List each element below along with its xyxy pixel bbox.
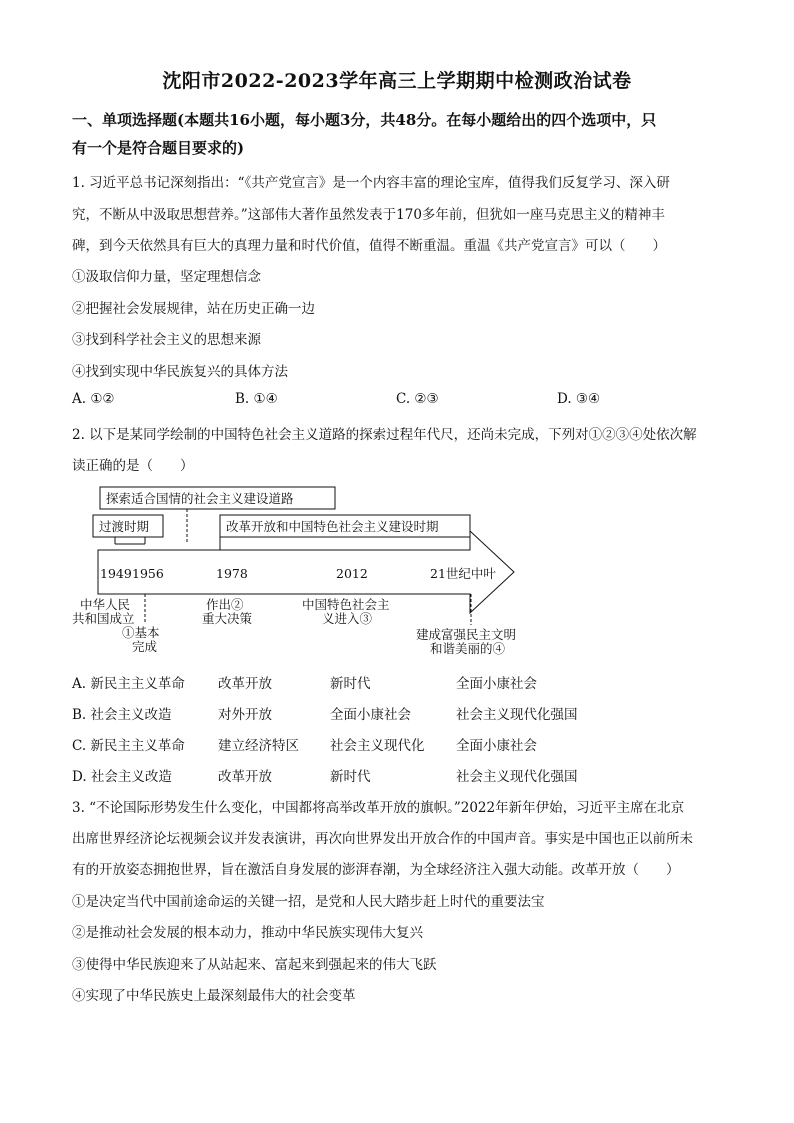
q2-option-d-col4: 社会主义现代化强国: [456, 769, 578, 785]
q2-option-c-label: C. 新民主主义革命: [72, 738, 185, 754]
q2-option-b-label: B. 社会主义改造: [72, 707, 172, 723]
q1-item-3: ③找到科学社会主义的思想来源: [72, 332, 261, 348]
q2-option-row-c[interactable]: [72, 734, 672, 754]
transition-bracket: [115, 537, 145, 544]
q2-option-c-col4: 全面小康社会: [456, 738, 537, 754]
q1-stem-line-2: 究，不断从中汲取思想营养。”这部伟大著作虽然发表于170多年前，但犹如一座马克思主义的精神丰: [72, 207, 665, 223]
q1-item-1: ①汲取信仰力量，坚定理想信念: [72, 269, 261, 285]
q2-option-a-col3: 新时代: [330, 676, 371, 692]
q3-stem-line-2: 出席世界经济论坛视频会议并发表演讲，再次向世界发出开放合作的中国声音。事实是中国也正以前所未: [72, 831, 693, 847]
q2-option-row-d[interactable]: [72, 765, 672, 785]
q1-option-d[interactable]: D. ③④: [557, 391, 601, 407]
q2-option-d-col2: 改革开放: [218, 769, 272, 785]
label-prc-founded-1: 中华人民: [80, 597, 131, 612]
q2-option-b-col3: 全面小康社会: [330, 707, 411, 723]
q3-item-1: ①是决定当代中国前途命运的关键一招，是党和人民大踏步赶上时代的重要法宝: [72, 894, 545, 910]
reform-period-label: 改革开放和中国特色社会主义建设时期: [226, 519, 439, 534]
q1-option-b[interactable]: B. ①④: [235, 391, 278, 407]
q2-stem-line-2: 读正确的是（ ）: [72, 458, 194, 474]
label-blank4-2: 和谐美丽的④: [430, 641, 506, 656]
top-period-label: 探索适合国情的社会主义建设道路: [106, 491, 294, 506]
q2-option-d-col3: 新时代: [330, 769, 371, 785]
q3-stem-line-1: 3. “不论国际形势发生什么变化，中国都将高举改革开放的旗帜。”2022年新年伊始，习近平主席在北京: [72, 800, 685, 816]
year-21st-century-mid: 21世纪中叶: [430, 566, 496, 581]
q3-item-4: ④实现了中华民族史上最深刻最伟大的社会变革: [72, 988, 356, 1004]
page-title: 沈阳市2022-2023学年高三上学期期中检测政治试卷: [162, 70, 632, 92]
q2-option-a-col4: 全面小康社会: [456, 676, 537, 692]
q1-item-2: ②把握社会发展规律，站在历史正确一边: [72, 301, 315, 317]
section-heading-line-2: 有一个是符合题目要求的): [72, 139, 245, 157]
label-blank2-1: 作出②: [206, 597, 244, 612]
q2-option-row-b[interactable]: [72, 703, 672, 723]
timeline-diagram: [70, 484, 540, 660]
q2-option-b-col2: 对外开放: [218, 707, 272, 723]
section-heading: [72, 106, 722, 162]
section-heading-line-1: 一、单项选择题(本题共16小题，每小题3分，共48分。在每小题给出的四个选项中，只: [72, 111, 657, 129]
q1-stem-line-1: 1. 习近平总书记深刻指出：“《共产党宣言》是一个内容丰富的理论宝库，值得我们反复学习、深入研: [72, 175, 670, 191]
year-1978: 1978: [216, 566, 248, 581]
q1-option-a[interactable]: A. ①②: [72, 391, 115, 407]
q2-option-c-col2: 建立经济特区: [218, 738, 299, 754]
year-1956: 1956: [132, 566, 164, 581]
q3-item-3: ③使得中华民族迎来了从站起来、富起来到强起来的伟大飞跃: [72, 957, 437, 973]
year-2012: 2012: [336, 566, 368, 581]
transition-period-label: 过渡时期: [99, 519, 150, 534]
q1-options: [72, 391, 672, 411]
q1-item-4: ④找到实现中华民族复兴的具体方法: [72, 364, 288, 380]
q2-option-a-label: A. 新民主主义革命: [72, 676, 185, 692]
q2-option-c-col3: 社会主义现代化: [330, 738, 425, 754]
q2-stem-line-1: 2. 以下是某同学绘制的中国特色社会主义道路的探索过程年代尺，还尚未完成，下列对①②③④处依次解: [72, 427, 697, 443]
q2-option-b-col4: 社会主义现代化强国: [456, 707, 578, 723]
label-blank3-2: 义进入③: [322, 611, 373, 626]
q3-stem-line-3: 有的开放姿态拥抱世界，旨在激活自身发展的澎湃春潮，为全球经济注入强大动能。改革开放（ ）: [72, 862, 680, 878]
label-blank3-1: 中国特色社会主: [302, 597, 390, 612]
q3-item-2: ②是推动社会发展的根本动力，推动中华民族实现伟大复兴: [72, 925, 423, 941]
year-1949: 1949: [100, 566, 132, 581]
label-blank4-1: 建成富强民主文明: [416, 627, 517, 642]
q1-option-c[interactable]: C. ②③: [396, 391, 439, 407]
label-blank1-1: ①基本: [122, 625, 160, 640]
q2-option-a-col2: 改革开放: [218, 676, 272, 692]
q2-option-row-a[interactable]: [72, 672, 672, 692]
label-blank2-2: 重大决策: [202, 611, 253, 626]
q1-stem-line-3: 碑，到今天依然具有巨大的真理力量和时代价值，值得不断重温。重温《共产党宣言》可以（ ）: [72, 238, 666, 254]
label-prc-founded-2: 共和国成立: [72, 611, 135, 626]
q2-option-d-label: D. 社会主义改造: [72, 769, 172, 785]
label-blank1-2: 完成: [132, 639, 158, 654]
